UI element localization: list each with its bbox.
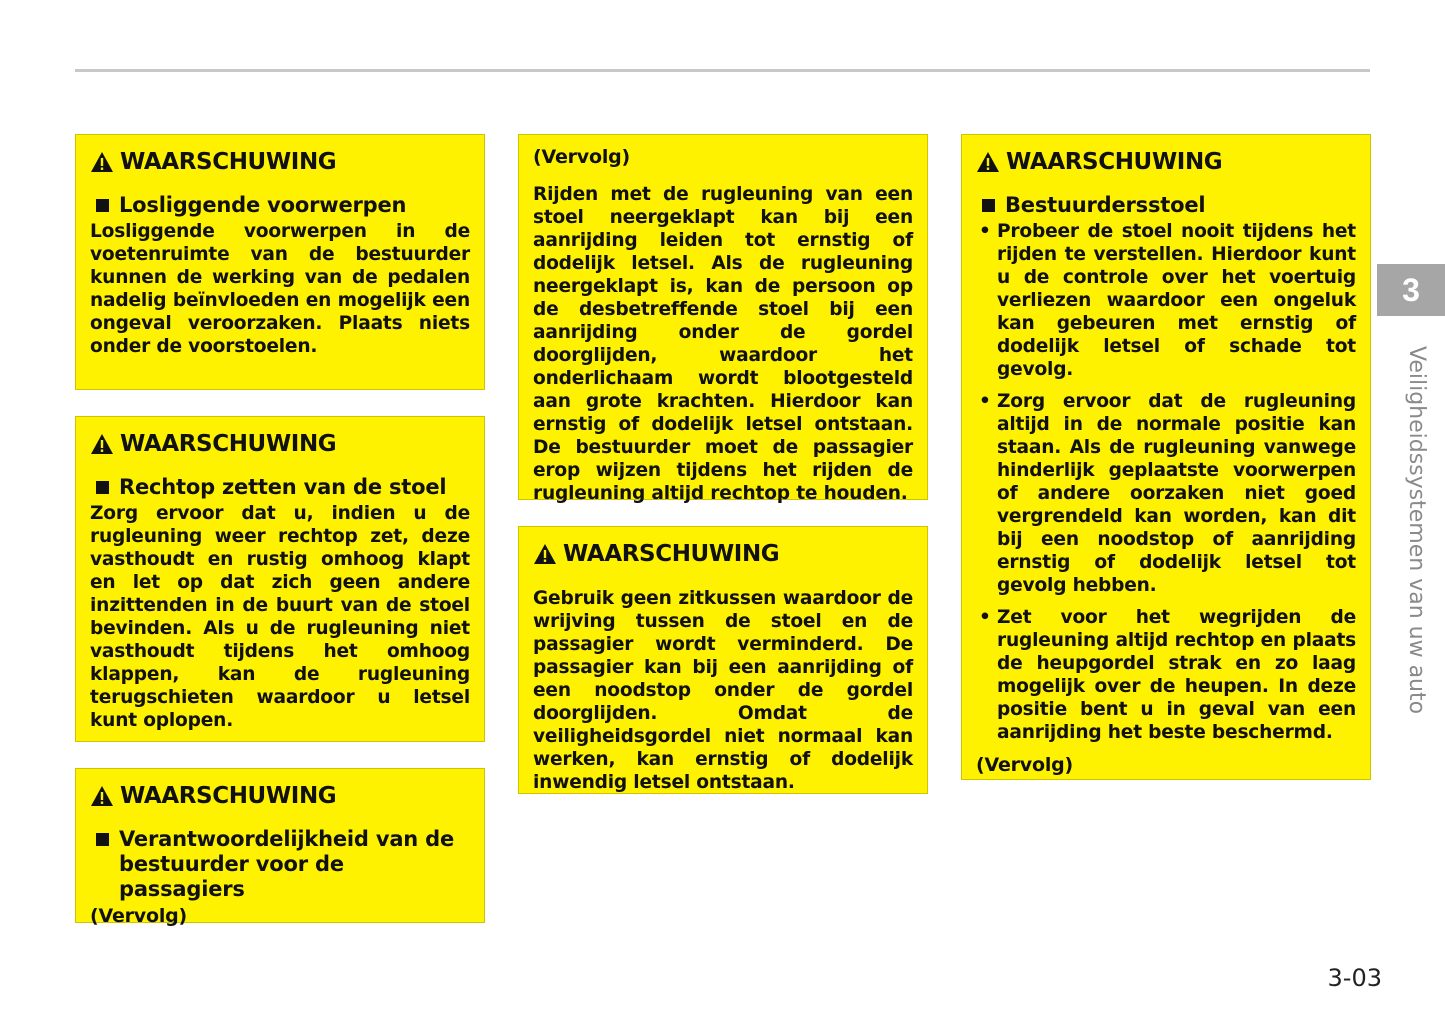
list-item: • Zet voor het wegrijden de rugleuning altijd rechtop en plaats de heupgordel strak en zo laag mogelijk over de heupen. In deze positie bent u in geval van een aanrijding het beste beschermd.: [976, 606, 1356, 744]
warning-title: WAARSCHUWING: [533, 537, 913, 571]
warning-box-continued-reclined: [518, 134, 928, 504]
chapter-tab: [1377, 264, 1445, 316]
chapter-number: 3: [1402, 271, 1420, 308]
warning-box-driver-responsibility: [75, 768, 485, 927]
top-divider: [75, 69, 1370, 72]
warning-box-seat-cushion: [518, 526, 928, 794]
warning-triangle-icon: [976, 151, 1000, 173]
continued-label: (Vervolg): [90, 905, 188, 927]
warning-title: WAARSCHUWING: [976, 145, 1356, 179]
warning-triangle-icon: [533, 543, 557, 565]
page-number: 3-03: [1327, 964, 1382, 992]
warning-triangle-icon: [90, 433, 114, 455]
warning-text: Rijden met de rugleuning van een stoel neergeklapt kan bij een aanrijding leiden tot ernstig of dodelijk letsel. Als de rugleuning neergeklapt is, kan de persoon op de desbetreffende stoel bij een aanrijding onder de gordel doorglijden, waardoor het onderlichaam wordt blootgesteld aan grote krachten. Hierdoor kan ernstig of dodelijk letsel ontstaan. De bestuurder moet de passagier erop wijzen tijdens het rijden de rugleuning altijd rechtop te houden.: [533, 184, 913, 504]
warning-text: Zorg ervoor dat u, indien u de rugleuning weer rechtop zet, deze vasthoudt en rustig omhoog klapt en let op dat zich geen andere inzittenden in de buurt van de stoel bevinden. Als u de rugleuning niet vasthoudt tijdens het omhoog klappen, kan de rugleuning terugschieten waardoor u letsel kunt oplopen.: [90, 503, 470, 731]
square-bullet-icon: [96, 481, 109, 494]
warning-text: Gebruik geen zitkussen waardoor de wrijving tussen de stoel en de passagier wordt verminderd. De passagier kan bij een aanrijding of een noodstop onder de gordel doorglijden. Omdat de veiligheidsgordel niet normaal kan werken, kan ernstig of dodelijk inwendig letsel ontstaan.: [533, 588, 913, 793]
warning-title: WAARSCHUWING: [90, 145, 470, 179]
section-heading: Rechtop zetten van de stoel: [90, 475, 470, 500]
warning-title: WAARSCHUWING: [90, 779, 470, 813]
section-heading: Verantwoordelijkheid van de bestuurder voor de passagiers: [90, 827, 470, 902]
warning-box-loose-objects: [75, 134, 485, 390]
warning-text: Losliggende voorwerpen in de voetenruimte van de bestuurder kunnen de werking van de pedalen nadelig beïnvloeden en mogelijk een ongeval veroorzaken. Plaats niets onder de voorstoelen.: [90, 221, 470, 357]
warning-box-driver-seat: [961, 134, 1371, 780]
section-heading: Losliggende voorwerpen: [90, 193, 470, 218]
section-heading: Bestuurdersstoel: [976, 193, 1356, 218]
warning-box-seat-upright: [75, 416, 485, 742]
warning-title: WAARSCHUWING: [90, 427, 470, 461]
warning-triangle-icon: [90, 785, 114, 807]
bullet-list: [976, 220, 1356, 744]
continued-label: (Vervolg): [976, 754, 1074, 776]
square-bullet-icon: [96, 199, 109, 212]
warning-triangle-icon: [90, 151, 114, 173]
continued-label: (Vervolg): [533, 146, 631, 168]
list-item: • Probeer de stoel nooit tijdens het rijden te verstellen. Hierdoor kunt u de controle over het voertuig verliezen waardoor een ongeluk kan gebeuren met ernstig of dodelijk letsel of schade tot gevolg.: [976, 220, 1356, 381]
list-item: • Zorg ervoor dat de rugleuning altijd in de normale positie kan staan. Als de rugleuning vanwege hinderlijk geplaatste voorwerpen of andere oorzaken niet goed vergrendeld kan worden, kan dit bij een noodstop of aanrijding ernstig of dodelijk letsel tot gevolg hebben.: [976, 390, 1356, 597]
square-bullet-icon: [982, 199, 995, 212]
chapter-title-vertical: Veiligheidssystemen van uw auto: [1404, 346, 1429, 715]
square-bullet-icon: [96, 833, 109, 846]
